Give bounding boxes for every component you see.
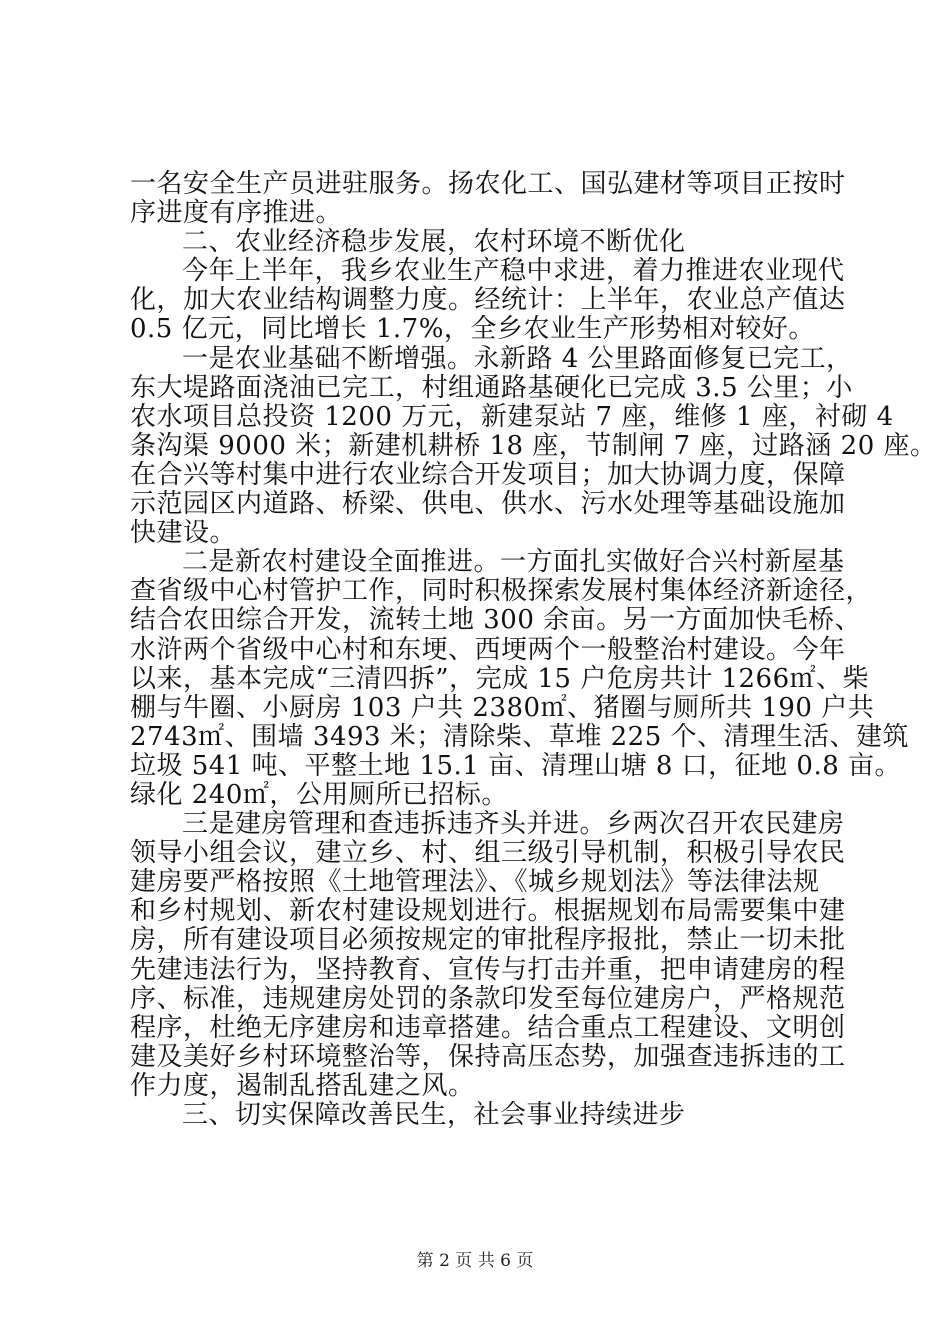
text-line: 农水项目总投资 1200 万元，新建泵站 7 座，维修 1 座，衬砌 4 xyxy=(130,401,894,432)
text-line: 一名安全生产员进驻服务。扬农化工、国弘建材等项目正按时 xyxy=(130,169,846,199)
text-line: 序、标准，违规建房处罚的条款印发至每位建房户，严格规范 xyxy=(130,983,846,1014)
text-line: 房，所有建设项目必须按规定的审批程序报批，禁止一切未批 xyxy=(130,925,846,956)
text-line: 东大堤路面浇油已完工，村组通路基硬化已完成 3.5 公里；小 xyxy=(130,372,853,403)
text-line: 建房要严格按照《土地管理法》、《城乡规划法》等法律法规 xyxy=(130,867,820,898)
text-line: 作力度，遏制乱搭乱建之风。 xyxy=(130,1070,475,1101)
text-line: 垃圾 541 吨、平整土地 15.1 亩、清理山塘 8 口，征地 0.8 亩。 xyxy=(130,750,902,781)
text-line: 查省级中心村管护工作，同时积极探索发展村集体经济新途径， xyxy=(130,576,873,607)
text-line: 示范园区内道路、桥梁、供电、供水、污水处理等基础设施加 xyxy=(130,489,846,520)
text-line: 建及美好乡村环境整治等，保持高压态势，加强查违拆违的工 xyxy=(130,1041,846,1072)
section-heading: 二、农业经济稳步发展，农村环境不断优化 xyxy=(182,227,686,258)
paragraph-start: 今年上半年，我乡农业生产稳中求进，着力推进农业现代 xyxy=(182,256,845,287)
text-line: 条沟渠 9000 米；新建机耕桥 18 座，节制闸 7 座，过路涵 20 座。 xyxy=(130,430,937,461)
text-line: 快建设。 xyxy=(130,518,237,549)
text-line: 2743㎡、围墙 3493 米；清除柴、草堆 225 个、清理生活、建筑 xyxy=(130,721,910,752)
text-line: 棚与牛圈、小厨房 103 户共 2380㎡、猪圈与厕所共 190 户共 xyxy=(130,692,875,723)
text-line: 领导小组会议，建立乡、村、组三级引导机制，积极引导农民 xyxy=(130,838,846,869)
document-body xyxy=(130,169,937,1130)
text-line: 先建违法行为，坚持教育、宣传与打击并重，把申请建房的程 xyxy=(130,954,846,985)
section-heading: 三、切实保障改善民生，社会事业持续进步 xyxy=(182,1100,686,1130)
text-line: 化，加大农业结构调整力度。经统计：上半年，农业总产值达 xyxy=(130,285,846,316)
text-line: 程序，杜绝无序建房和违章搭建。结合重点工程建设、文明创 xyxy=(130,1012,846,1043)
paragraph-start: 二是新农村建设全面推进。一方面扎实做好合兴村新屋基 xyxy=(182,547,845,578)
text-line: 在合兴等村集中进行农业综合开发项目；加大协调力度，保障 xyxy=(130,459,846,490)
text-line: 和乡村规划、新农村建设规划进行。根据规划布局需要集中建 xyxy=(130,896,846,927)
paragraph-start: 一是农业基础不断增强。永新路 4 公里路面修复已完工， xyxy=(182,343,853,374)
page-footer: 第 2 页 共 6 页 xyxy=(416,1251,534,1271)
text-line: 序进度有序推进。 xyxy=(130,198,343,229)
text-line: 结合农田综合开发，流转土地 300 余亩。另一方面加快毛桥、 xyxy=(130,605,862,636)
text-line: 0.5 亿元，同比增长 1.7%，全乡农业生产形势相对较好。 xyxy=(130,314,815,345)
text-line: 绿化 240㎡，公用厕所已招标。 xyxy=(130,779,508,810)
text-line: 水浒两个省级中心村和东埂、西埂两个一般整治村建设。今年 xyxy=(130,634,846,665)
paragraph-start: 三是建房管理和查违拆违齐头并进。乡两次召开农民建房 xyxy=(182,809,845,840)
text-line: 以来，基本完成“三清四拆”，完成 15 户危房共计 1266㎡、柴 xyxy=(130,663,870,694)
